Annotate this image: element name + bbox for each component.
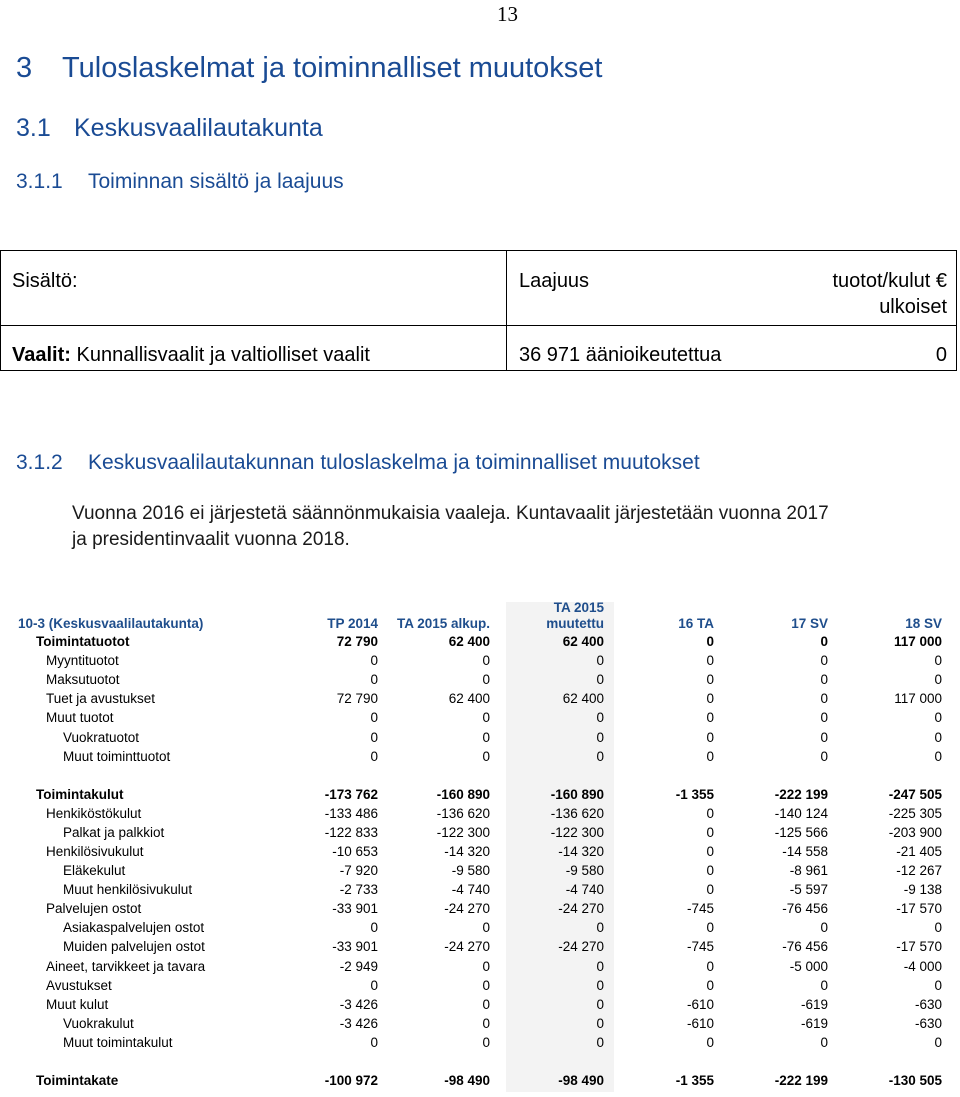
row-value-6: 117 000 [893, 634, 942, 650]
row-value-2: -9 580 [451, 863, 490, 879]
scope-header-external: ulkoiset [879, 296, 947, 318]
row-value-1: 0 [370, 1034, 378, 1050]
row-value-4: 0 [706, 958, 714, 974]
row-value-2: -4 740 [451, 882, 490, 898]
heading-level3-scope [16, 170, 344, 194]
heading-level3b-number: 3.1.2 [16, 451, 63, 474]
row-value-6: -247 505 [888, 786, 942, 802]
table-row [12, 804, 942, 823]
row-value-1: 0 [370, 729, 378, 745]
row-label: Muut kulut [46, 996, 109, 1012]
row-value-4: 0 [706, 710, 714, 726]
row-value-3: 62 400 [562, 634, 604, 650]
row-value-5: 0 [820, 920, 828, 936]
row-value-5: -222 199 [774, 1073, 828, 1089]
row-value-6: 0 [934, 977, 942, 993]
row-value-5: -5 000 [789, 958, 828, 974]
table-row [12, 1033, 942, 1052]
row-value-3: -9 580 [565, 863, 604, 879]
row-value-5: -619 [800, 1015, 828, 1031]
row-label: Aineet, tarvikkeet ja tavara [46, 958, 206, 974]
row-value-5: 0 [820, 977, 828, 993]
row-value-4: 0 [706, 920, 714, 936]
row-value-1: 72 790 [336, 691, 378, 707]
heading-level2-number: 3.1 [16, 114, 51, 142]
page-number: 13 [497, 2, 518, 26]
row-value-6: 0 [934, 1034, 942, 1050]
row-value-3: 0 [596, 710, 604, 726]
row-value-6: -130 505 [888, 1073, 942, 1089]
paragraph-line-2: ja presidentinvaalit vuonna 2018. [72, 529, 350, 550]
row-value-3: 0 [596, 958, 604, 974]
table-row [12, 861, 942, 880]
row-value-2: -24 270 [444, 901, 490, 917]
heading-level3b-text: Keskusvaalilautakunnan tuloslaskelma ja toiminnalliset muutokset [88, 451, 700, 474]
row-value-4: 0 [706, 729, 714, 745]
row-value-6: -17 570 [896, 901, 942, 917]
table-row [12, 995, 942, 1014]
table-row [12, 747, 942, 766]
row-value-2: 0 [482, 729, 490, 745]
column-header-label: 10-3 (Keskusvaalilautakunta) [18, 616, 204, 631]
row-value-2: -160 890 [436, 786, 490, 802]
row-value-2: 0 [482, 672, 490, 688]
row-value-3: -98 490 [558, 1073, 604, 1089]
table-row [12, 689, 942, 708]
row-value-1: 0 [370, 920, 378, 936]
heading-level3-text: Toiminnan sisältö ja laajuus [88, 170, 344, 193]
row-value-5: 0 [820, 653, 828, 669]
column-header-6: 18 SV [905, 616, 942, 631]
row-value-1: -33 901 [332, 901, 378, 917]
scope-table-divider-vertical [506, 251, 507, 370]
row-value-3: 0 [596, 729, 604, 745]
income-statement-header-row [12, 600, 942, 632]
scope-table-divider-horizontal [1, 325, 956, 326]
paragraph-line-1: Vuonna 2016 ei järjestetä säännönmukaisia vaaleja. Kuntavaalit järjestetään vuonna 2017 [72, 503, 829, 524]
row-value-6: 0 [934, 729, 942, 745]
row-value-4: 0 [706, 863, 714, 879]
spacer-row [12, 766, 942, 785]
row-value-6: -12 267 [896, 863, 942, 879]
row-value-6: -203 900 [888, 824, 942, 840]
row-value-2: 0 [482, 996, 490, 1012]
row-value-4: 0 [706, 977, 714, 993]
row-label: Myyntituotot [46, 653, 119, 669]
row-value-6: -21 405 [896, 843, 942, 859]
row-value-3: 0 [596, 653, 604, 669]
scope-row-label [12, 344, 370, 367]
row-label: Toimintatuotot [36, 634, 130, 650]
row-value-2: -122 300 [436, 824, 490, 840]
scope-row-label-bold: Vaalit: [12, 344, 71, 366]
row-value-1: -10 653 [332, 843, 378, 859]
row-value-3: 62 400 [562, 691, 604, 707]
row-value-6: 0 [934, 920, 942, 936]
row-label: Toimintakulut [36, 786, 124, 802]
row-value-1: -2 949 [339, 958, 378, 974]
table-row [12, 842, 942, 861]
row-label: Palvelujen ostot [46, 901, 142, 917]
row-value-1: 0 [370, 748, 378, 764]
row-value-2: -14 320 [444, 843, 490, 859]
row-value-3: -122 300 [550, 824, 604, 840]
heading-level2 [16, 114, 323, 143]
column-header-1: TP 2014 [327, 616, 378, 631]
row-value-6: 0 [934, 672, 942, 688]
row-value-5: 0 [820, 634, 828, 650]
row-value-3: -4 740 [565, 882, 604, 898]
row-value-4: 0 [706, 824, 714, 840]
row-value-3: -136 620 [550, 805, 604, 821]
row-value-5: -14 558 [782, 843, 828, 859]
table-row [12, 1071, 942, 1090]
row-value-6: 0 [934, 710, 942, 726]
row-value-4: -610 [686, 1015, 714, 1031]
row-value-5: -76 456 [782, 939, 828, 955]
row-value-3: 0 [596, 748, 604, 764]
row-value-5: 0 [820, 691, 828, 707]
row-value-2: -24 270 [444, 939, 490, 955]
row-label: Muut henkilösivukulut [63, 882, 193, 898]
row-value-2: -98 490 [444, 1073, 490, 1089]
row-value-5: -5 597 [789, 882, 828, 898]
row-value-1: -3 426 [339, 1015, 378, 1031]
row-value-5: -125 566 [774, 824, 828, 840]
row-label: Henkilösivukulut [46, 843, 144, 859]
row-value-3: -24 270 [558, 939, 604, 955]
income-statement-table [12, 600, 942, 1090]
row-label: Vuokratuotot [63, 729, 140, 745]
row-value-4: 0 [706, 653, 714, 669]
table-row [12, 1014, 942, 1033]
row-value-3: 0 [596, 1015, 604, 1031]
heading-level1-text: Tuloslaskelmat ja toiminnalliset muutokset [62, 52, 603, 84]
row-value-3: -24 270 [558, 901, 604, 917]
row-value-4: 0 [706, 1034, 714, 1050]
row-value-4: -1 355 [675, 1073, 714, 1089]
row-value-6: 0 [934, 653, 942, 669]
table-row [12, 899, 942, 918]
row-value-4: 0 [706, 882, 714, 898]
scope-row-label-rest: Kunnallisvaalit ja valtiolliset vaalit [70, 344, 370, 366]
row-label: Muut toiminttuotot [63, 748, 171, 764]
row-value-2: 62 400 [448, 691, 490, 707]
row-value-5: 0 [820, 1034, 828, 1050]
row-label: Vuokrakulut [63, 1015, 134, 1031]
row-label: Henkiköstökulut [46, 805, 142, 821]
row-value-4: 0 [706, 805, 714, 821]
table-row [12, 708, 942, 727]
row-value-5: -140 124 [774, 805, 828, 821]
row-value-5: 0 [820, 710, 828, 726]
row-value-1: 0 [370, 653, 378, 669]
row-value-6: 0 [934, 748, 942, 764]
table-row [12, 976, 942, 995]
table-row [12, 727, 942, 746]
heading-level1 [16, 52, 602, 85]
row-value-2: 0 [482, 920, 490, 936]
row-value-1: -2 733 [339, 882, 378, 898]
row-value-2: 0 [482, 977, 490, 993]
table-row [12, 880, 942, 899]
table-row [12, 670, 942, 689]
heading-level3-number: 3.1.1 [16, 170, 63, 193]
row-value-1: -3 426 [339, 996, 378, 1012]
row-value-5: -619 [800, 996, 828, 1012]
table-row [12, 957, 942, 976]
table-row [12, 785, 942, 804]
row-value-1: -122 833 [324, 824, 378, 840]
row-value-4: 0 [706, 691, 714, 707]
row-value-5: -76 456 [782, 901, 828, 917]
row-label: Avustukset [46, 977, 112, 993]
spacer-cell [12, 766, 942, 785]
spacer-cell [12, 1052, 942, 1071]
row-value-3: 0 [596, 1034, 604, 1050]
row-value-6: -225 305 [888, 805, 942, 821]
row-label: Muut toimintakulut [63, 1034, 173, 1050]
scope-header-income-costs: tuotot/kulut € [832, 270, 947, 292]
row-value-2: 0 [482, 958, 490, 974]
row-value-4: -745 [686, 901, 714, 917]
column-header-4: 16 TA [678, 616, 714, 631]
row-label: Muut tuotot [46, 710, 114, 726]
row-value-1: 0 [370, 672, 378, 688]
row-value-3: 0 [596, 920, 604, 936]
row-label: Maksutuotot [46, 672, 120, 688]
row-value-5: -8 961 [789, 863, 828, 879]
row-value-4: 0 [706, 843, 714, 859]
row-value-3: 0 [596, 672, 604, 688]
row-value-4: -745 [686, 939, 714, 955]
row-value-1: 72 790 [336, 634, 378, 650]
table-row [12, 823, 942, 842]
heading-level2-text: Keskusvaalilautakunta [74, 114, 323, 142]
row-value-2: 62 400 [448, 634, 490, 650]
row-label: Toimintakate [36, 1073, 119, 1089]
row-value-1: -100 972 [324, 1073, 378, 1089]
spacer-row [12, 1052, 942, 1071]
row-value-2: 0 [482, 653, 490, 669]
column-header-2: TA 2015 alkup. [396, 616, 490, 631]
row-value-4: -1 355 [675, 786, 714, 802]
row-value-6: 117 000 [894, 691, 942, 707]
row-value-4: 0 [706, 634, 714, 650]
row-label: Tuet ja avustukset [46, 691, 156, 707]
row-value-6: -4 000 [903, 958, 942, 974]
row-value-1: -173 762 [324, 786, 378, 802]
row-value-4: -610 [686, 996, 714, 1012]
row-label: Muiden palvelujen ostot [63, 939, 205, 955]
row-value-5: 0 [820, 672, 828, 688]
row-label: Palkat ja palkkiot [63, 824, 165, 840]
row-value-5: 0 [820, 748, 828, 764]
row-value-6: -9 138 [903, 882, 942, 898]
heading-level3-income-statement [16, 451, 700, 475]
row-label: Asiakaspalvelujen ostot [63, 920, 205, 936]
row-value-1: -7 920 [339, 863, 378, 879]
row-value-3: -14 320 [558, 843, 604, 859]
scope-table [0, 250, 957, 371]
table-row [12, 651, 942, 670]
table-row [12, 937, 942, 956]
row-label: Eläkekulut [63, 863, 126, 879]
scope-row-value: 0 [935, 344, 947, 366]
row-value-2: 0 [482, 748, 490, 764]
table-row [12, 632, 942, 651]
scope-header-content: Sisältö: [12, 270, 78, 292]
row-value-6: -630 [914, 1015, 942, 1031]
row-value-3: 0 [596, 996, 604, 1012]
row-value-5: -222 199 [774, 786, 828, 802]
row-value-1: 0 [370, 977, 378, 993]
row-value-4: 0 [706, 748, 714, 764]
column-header-3: TA 2015 muutettu [546, 600, 604, 631]
heading-level1-number: 3 [16, 52, 33, 84]
scope-header-extent: Laajuus [519, 270, 590, 292]
row-value-1: -33 901 [332, 939, 378, 955]
row-value-2: -136 620 [436, 805, 490, 821]
table-row [12, 918, 942, 937]
scope-row-extent: 36 971 äänioikeutettua [519, 344, 722, 366]
row-value-1: -133 486 [324, 805, 378, 821]
row-value-2: 0 [482, 710, 490, 726]
column-header-5: 17 SV [791, 616, 828, 631]
row-value-3: 0 [596, 977, 604, 993]
row-value-5: 0 [820, 729, 828, 745]
row-value-1: 0 [370, 710, 378, 726]
row-value-6: -17 570 [896, 939, 942, 955]
row-value-6: -630 [914, 996, 942, 1012]
row-value-3: -160 890 [550, 786, 604, 802]
row-value-4: 0 [706, 672, 714, 688]
row-value-2: 0 [482, 1015, 490, 1031]
row-value-2: 0 [482, 1034, 490, 1050]
